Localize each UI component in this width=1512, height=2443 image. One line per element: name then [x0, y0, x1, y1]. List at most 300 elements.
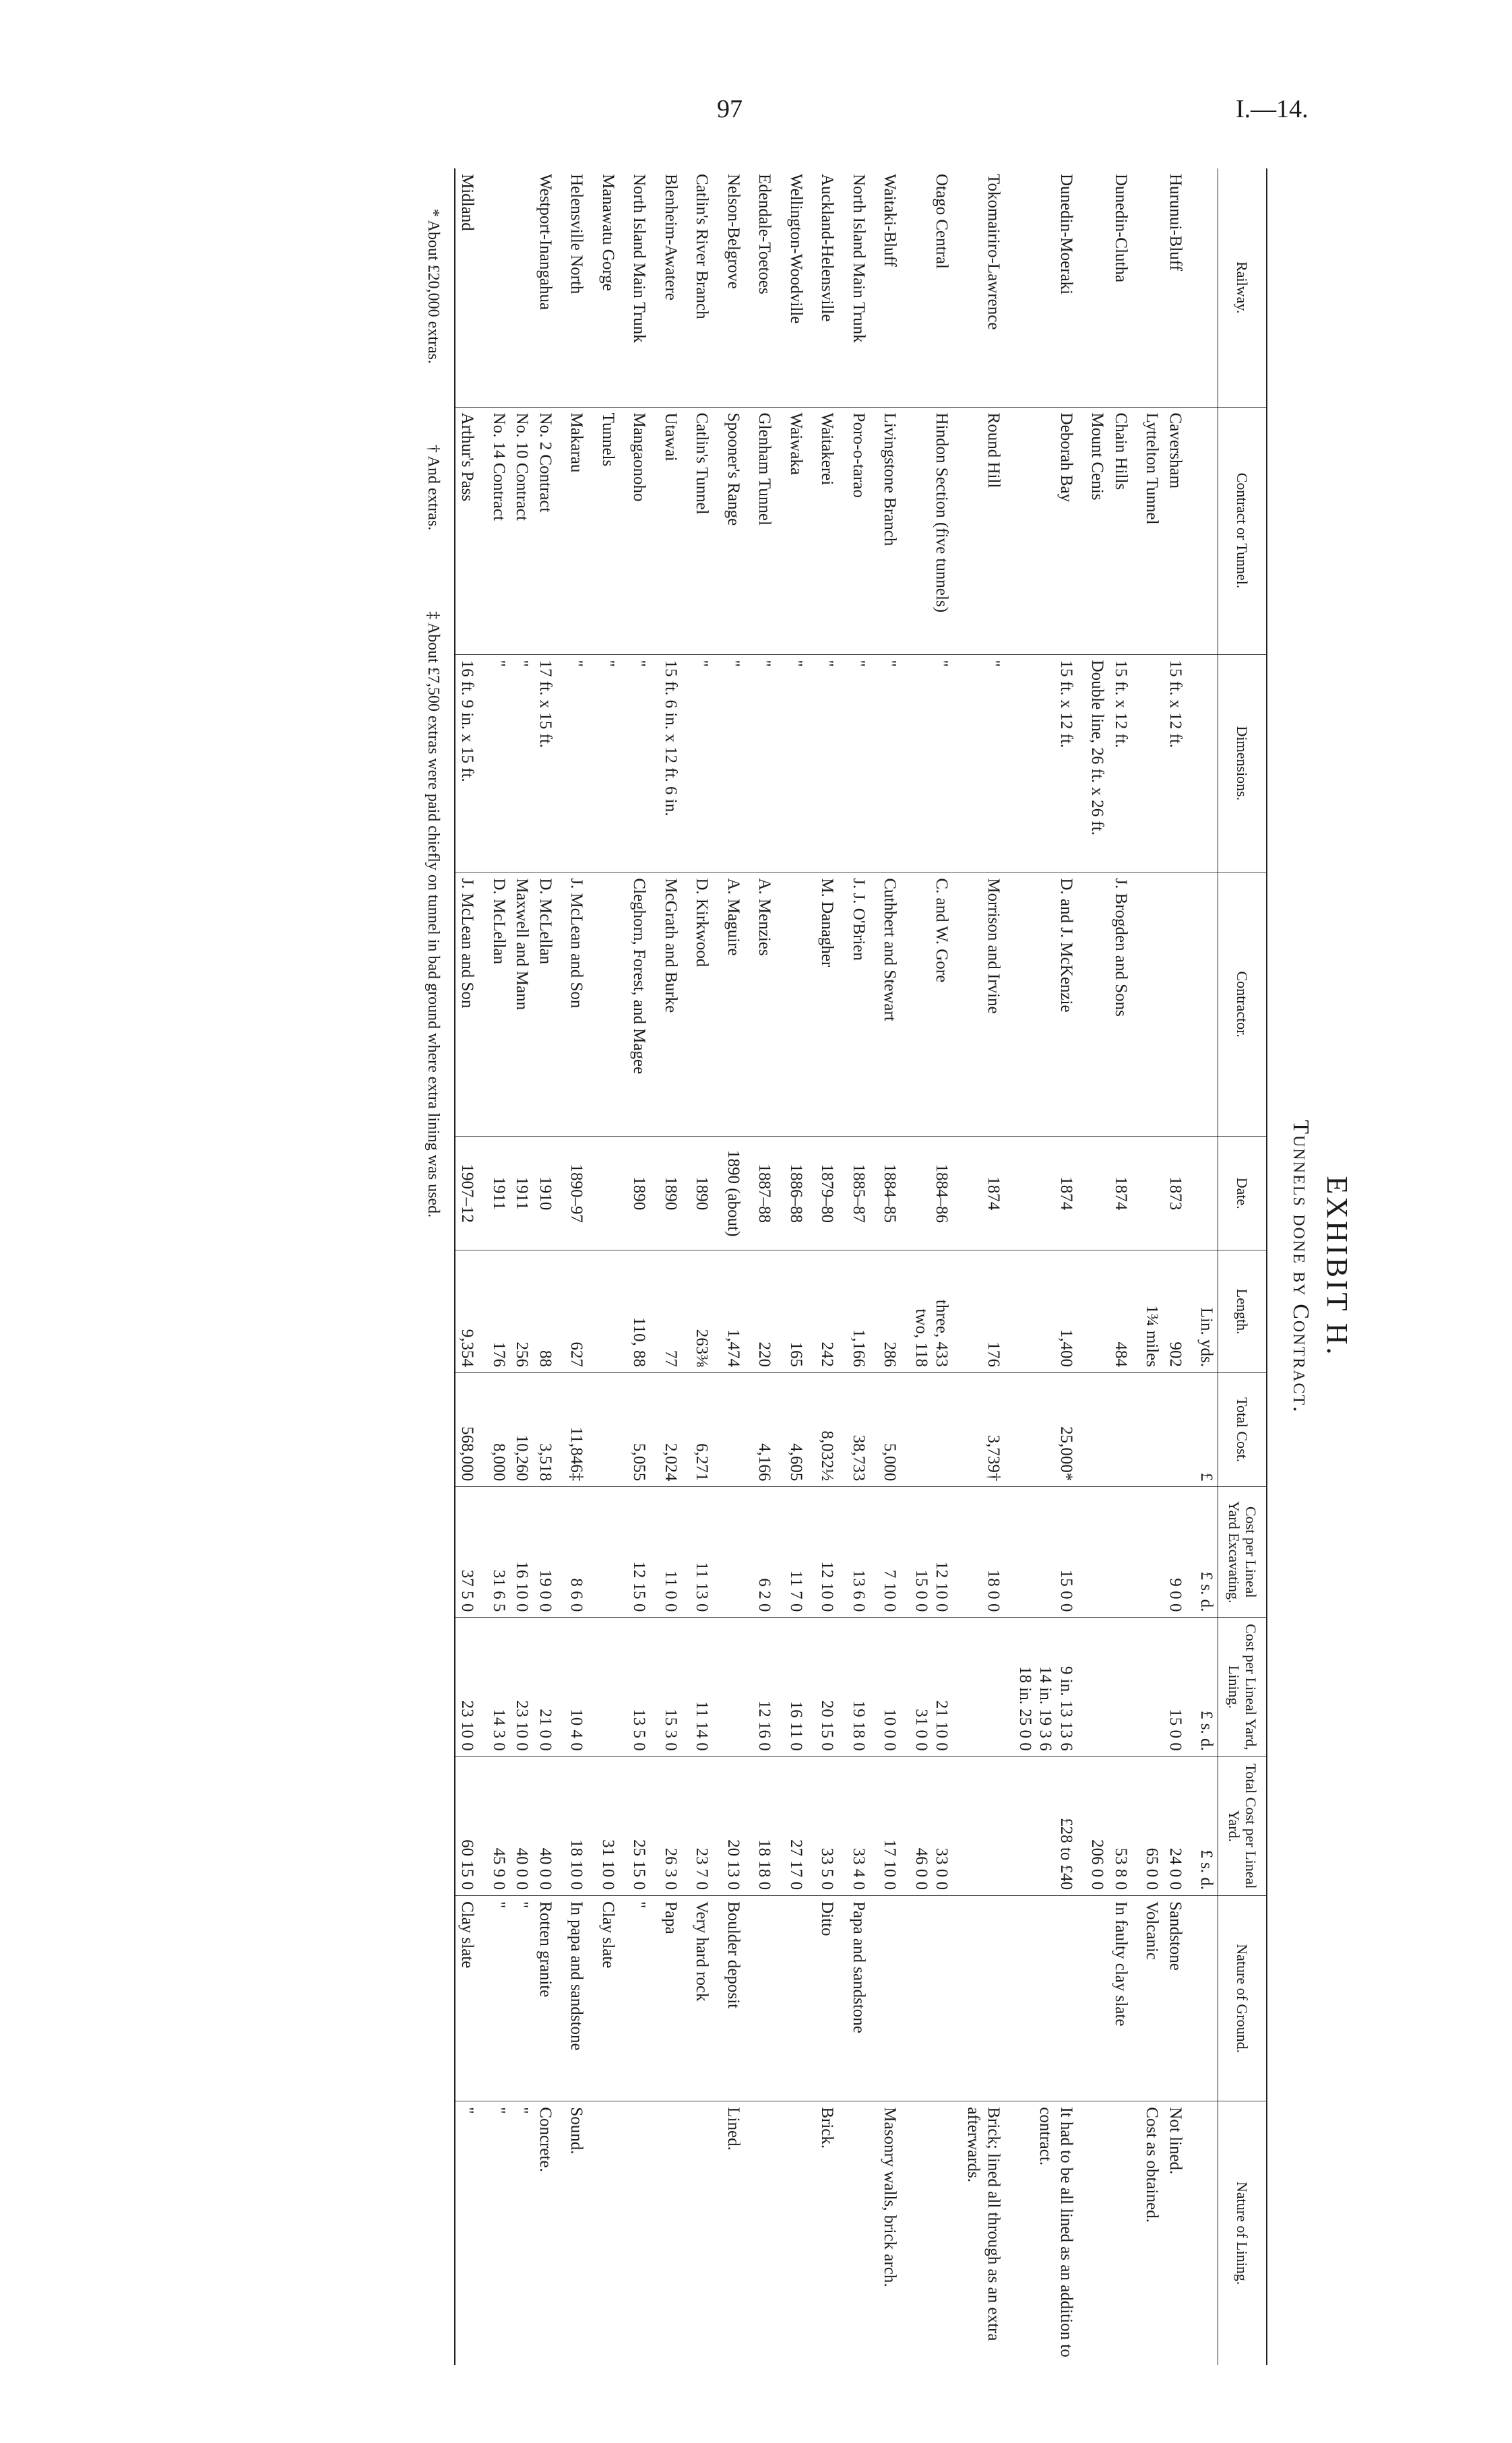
- cell-exc: [596, 1487, 627, 1618]
- cell-tunnel: No. 14 Contract: [486, 407, 510, 654]
- table-body: [455, 168, 1195, 2365]
- cell-lin: 19 18 0: [846, 1618, 878, 1756]
- cell-dim: [1140, 654, 1164, 872]
- cell-tc: 33 0 0 46 0 0: [909, 1756, 961, 1895]
- cell-contractor: McGrath and Burke: [658, 872, 690, 1137]
- table-row: [455, 168, 487, 2365]
- table-row: [533, 168, 565, 2365]
- cell-total: 11,846‡: [565, 1373, 596, 1487]
- cell-tc: 20 13 0: [721, 1756, 753, 1895]
- cell-exc: 37 5 0: [455, 1487, 487, 1618]
- cell-date: 1873: [1163, 1137, 1195, 1250]
- cell-contractor: A. Maguire: [721, 872, 753, 1137]
- cell-dim: ": [596, 654, 627, 872]
- cell-tc: 17 10 0: [878, 1756, 910, 1895]
- cell-exc: [1108, 1487, 1140, 1618]
- cell-date: 1890: [690, 1137, 722, 1250]
- cell-date: 1884–86: [909, 1137, 961, 1250]
- cell-length: 176: [961, 1250, 1013, 1373]
- cell-railway: [1085, 168, 1109, 407]
- cell-tunnel: Glenham Tunnel: [753, 407, 784, 654]
- footnote-2: † And extras.: [424, 444, 442, 531]
- cell-lining: ": [513, 2107, 532, 2114]
- cell-date: 1886–88: [784, 1137, 815, 1250]
- cell-exc: 11 13 0: [690, 1487, 722, 1618]
- cell-railway: [486, 168, 510, 407]
- cell-railway: [1140, 168, 1164, 407]
- cell-ground: [1085, 1896, 1109, 2101]
- cell-ground: [753, 1896, 784, 2101]
- cell-ground: Sandstone: [1163, 1896, 1195, 2101]
- cell-ground: Boulder deposit: [721, 1896, 753, 2101]
- cell-tunnel: Waiwaka: [784, 407, 815, 654]
- table-row: [658, 168, 690, 2365]
- cell-lining: Sound.: [567, 2107, 586, 2155]
- cell-railway: Nelson-Belgrove: [721, 168, 753, 407]
- table-row: [1140, 168, 1164, 2365]
- page-number: 97: [717, 95, 743, 123]
- cell-dim: ": [486, 654, 510, 872]
- column-header: Dimensions.: [1218, 654, 1267, 872]
- cell-tc: 33 4 0: [846, 1756, 878, 1895]
- cell-exc: [1085, 1487, 1109, 1618]
- cell-contractor: D. Kirkwood: [690, 872, 722, 1137]
- cell-tunnel: Makarau: [565, 407, 596, 654]
- cell-ground: [961, 1896, 1013, 2101]
- unit-cell: £ s. d.: [1195, 1618, 1218, 1756]
- cell-date: 1890: [658, 1137, 690, 1250]
- cell-length: 88: [533, 1250, 565, 1373]
- cell-contractor: J. J. O'Brien: [846, 872, 878, 1137]
- unit-cell: [1195, 654, 1218, 872]
- cell-length: 1,474: [721, 1250, 753, 1373]
- rotated-exhibit: [182, 168, 1354, 2365]
- cell-contractor: Maxwell and Mann: [510, 872, 534, 1137]
- unit-cell: [1195, 2101, 1218, 2365]
- cell-contractor: D. McLellan: [533, 872, 565, 1137]
- cell-date: 1911: [486, 1137, 510, 1250]
- cell-total: 6,271: [690, 1373, 722, 1487]
- cell-dim: 16 ft. 9 in. x 15 ft.: [455, 654, 487, 872]
- cell-contractor: [1140, 872, 1164, 1137]
- header-row: [1218, 168, 1267, 2365]
- cell-total: 3,518: [533, 1373, 565, 1487]
- cell-contractor: Cleghorn, Forest, and Magee: [627, 872, 659, 1137]
- cell-total: [1085, 1373, 1109, 1487]
- cell-date: 1910: [533, 1137, 565, 1250]
- cell-lin: 15 0 0: [1163, 1618, 1195, 1756]
- cell-lin: 23 10 0: [455, 1618, 487, 1756]
- unit-cell: [1195, 1137, 1218, 1250]
- cell-length: 77: [658, 1250, 690, 1373]
- cell-lining: [753, 2101, 784, 2365]
- cell-length: 1,400: [1013, 1250, 1085, 1373]
- cell-lining: Masonry walls, brick arch.: [881, 2107, 900, 2287]
- cell-tc: 23 7 0: [690, 1756, 722, 1895]
- cell-total: 5,000: [878, 1373, 910, 1487]
- table-row: [1085, 168, 1109, 2365]
- cell-total: [1108, 1373, 1140, 1487]
- cell-total: 25,000*: [1013, 1373, 1085, 1487]
- cell-exc: 9 0 0: [1163, 1487, 1195, 1618]
- cell-lining: [784, 2101, 815, 2365]
- cell-date: 1884–85: [878, 1137, 910, 1250]
- cell-date: 1887–88: [753, 1137, 784, 1250]
- cell-lin: 12 16 0: [753, 1618, 784, 1756]
- cell-tunnel: Mount Cenis: [1085, 407, 1109, 654]
- cell-tc: 27 17 0: [784, 1756, 815, 1895]
- column-header: Contract or Tunnel.: [1218, 407, 1267, 654]
- cell-lin: 21 0 0: [533, 1618, 565, 1756]
- cell-railway: Dunedin-Clutha: [1108, 168, 1140, 407]
- cell-lin: [721, 1618, 753, 1756]
- cell-lining: [596, 2101, 627, 2365]
- cell-length: [596, 1250, 627, 1373]
- cell-total: 4,166: [753, 1373, 784, 1487]
- cell-railway: Blenheim-Awatere: [658, 168, 690, 407]
- cell-lin: [596, 1618, 627, 1756]
- cell-exc: 19 0 0: [533, 1487, 565, 1618]
- cell-railway: Wellington-Woodville: [784, 168, 815, 407]
- cell-tunnel: Hindon Section (five tunnels): [909, 407, 961, 654]
- cell-total: [721, 1373, 753, 1487]
- cell-length: 286: [878, 1250, 910, 1373]
- cell-dim: ": [909, 654, 961, 872]
- cell-exc: 12 10 0 15 0 0: [909, 1487, 961, 1618]
- cell-tc: 60 15 0: [455, 1756, 487, 1895]
- cell-tc: 25 15 0: [627, 1756, 659, 1895]
- cell-railway: Waitaki-Bluff: [878, 168, 910, 407]
- cell-lin: [1085, 1618, 1109, 1756]
- cell-exc: 15 0 0: [1013, 1487, 1085, 1618]
- cell-railway: Edendale-Toetoes: [753, 168, 784, 407]
- cell-dim: 17 ft. x 15 ft.: [533, 654, 565, 872]
- cell-lining: Cost as obtained.: [1143, 2107, 1162, 2223]
- table-row: [846, 168, 878, 2365]
- cell-tunnel: Mangaonoho: [627, 407, 659, 654]
- cell-tunnel: Tunnels: [596, 407, 627, 654]
- cell-total: 5,055: [627, 1373, 659, 1487]
- cell-lin: 10 0 0: [878, 1618, 910, 1756]
- cell-date: 1907–12: [455, 1137, 487, 1250]
- cell-total: [1140, 1373, 1164, 1487]
- document-reference: I.—14.: [1236, 95, 1309, 123]
- cell-length: [1085, 1250, 1109, 1373]
- cell-date: 1890–97: [565, 1137, 596, 1250]
- column-header: Nature of Ground.: [1218, 1896, 1267, 2101]
- cell-lin: 11 14 0: [690, 1618, 722, 1756]
- cell-ground: Papa: [658, 1896, 690, 2101]
- cell-railway: Manawatu Gorge: [596, 168, 627, 407]
- cell-lin: 13 5 0: [627, 1618, 659, 1756]
- cell-lin: [1108, 1618, 1140, 1756]
- cell-dim: ": [690, 654, 722, 872]
- cell-tc: 45 9 0: [486, 1756, 510, 1895]
- cell-exc: 11 7 0: [784, 1487, 815, 1618]
- cell-tunnel: Spooner's Range: [721, 407, 753, 654]
- cell-ground: Volcanic: [1140, 1896, 1164, 2101]
- cell-tc: 18 18 0: [753, 1756, 784, 1895]
- cell-contractor: [784, 872, 815, 1137]
- cell-railway: Catlin's River Branch: [690, 168, 722, 407]
- cell-lining: Not lined.: [1166, 2107, 1185, 2175]
- cell-date: [596, 1137, 627, 1250]
- cell-length: 902: [1163, 1250, 1195, 1373]
- cell-total: [1163, 1373, 1195, 1487]
- column-header: Contractor.: [1218, 872, 1267, 1137]
- cell-exc: 12 10 0: [815, 1487, 847, 1618]
- cell-tc: 65 0 0: [1140, 1756, 1164, 1895]
- cell-tunnel: Deborah Bay: [1013, 407, 1085, 654]
- table-row: [1163, 168, 1195, 2365]
- cell-dim: 15 ft. x 12 ft.: [1163, 654, 1195, 872]
- cell-lin: 23 10 0: [510, 1618, 534, 1756]
- cell-tunnel: Chain Hills: [1108, 407, 1140, 654]
- table-row: [784, 168, 815, 2365]
- exhibit-title: EXHIBIT H.: [1321, 1176, 1354, 1358]
- cell-contractor: [1085, 872, 1109, 1137]
- table-row: [815, 168, 847, 2365]
- cell-tc: 31 10 0: [596, 1756, 627, 1895]
- cell-tc: £28 to £40: [1013, 1756, 1085, 1895]
- cell-tc: 33 5 0: [815, 1756, 847, 1895]
- table-row: [510, 168, 534, 2365]
- table-row: [1013, 168, 1085, 2365]
- cell-lining: [658, 2101, 690, 2365]
- cell-contractor: D. and J. McKenzie: [1013, 872, 1085, 1137]
- cell-contractor: J. McLean and Son: [455, 872, 487, 1137]
- cell-contractor: A. Menzies: [753, 872, 784, 1137]
- cell-length: three, 433 two, 118: [909, 1250, 961, 1373]
- cell-contractor: Morrison and Irvine: [961, 872, 1013, 1137]
- exhibit-subtitle-text: Tunnels done by Contract.: [1288, 1120, 1313, 1414]
- cell-contractor: C. and W. Gore: [909, 872, 961, 1137]
- cell-tc: [961, 1756, 1013, 1895]
- cell-ground: [1013, 1896, 1085, 2101]
- cell-railway: Hurunui-Bluff: [1163, 168, 1195, 407]
- column-header: Total Cost per Lineal Yard.: [1218, 1756, 1267, 1895]
- cell-dim: ": [753, 654, 784, 872]
- cell-length: 256: [510, 1250, 534, 1373]
- cell-railway: Auckland-Helensville: [815, 168, 847, 407]
- cell-railway: Westport-Inangahua: [533, 168, 565, 407]
- cell-date: 1874: [1013, 1137, 1085, 1250]
- cell-length: 627: [565, 1250, 596, 1373]
- cell-length: 176: [486, 1250, 510, 1373]
- cell-dim: ": [565, 654, 596, 872]
- cell-ground: [878, 1896, 910, 2101]
- cell-tunnel: Catlin's Tunnel: [690, 407, 722, 654]
- cell-tunnel: Utawai: [658, 407, 690, 654]
- cell-lining: Concrete.: [536, 2107, 555, 2172]
- column-header: Railway.: [1218, 168, 1267, 407]
- cell-lining: [846, 2101, 878, 2365]
- cell-date: 1885–87: [846, 1137, 878, 1250]
- cell-tunnel: No. 10 Contract: [510, 407, 534, 654]
- cell-total: 568,000: [455, 1373, 487, 1487]
- cell-lin: 15 3 0: [658, 1618, 690, 1756]
- cell-lining: [1085, 2101, 1109, 2365]
- unit-cell: [1195, 407, 1218, 654]
- cell-exc: 11 0 0: [658, 1487, 690, 1618]
- cell-ground: Ditto: [815, 1896, 847, 2101]
- cell-length: 220: [753, 1250, 784, 1373]
- cell-tunnel: No. 2 Contract: [533, 407, 565, 654]
- footnote-1: * About £20,000 extras.: [424, 209, 442, 364]
- cell-tc: 40 0 0: [510, 1756, 534, 1895]
- unit-cell: £: [1195, 1373, 1218, 1487]
- cell-total: 8,032½: [815, 1373, 847, 1487]
- cell-dim: ": [510, 654, 534, 872]
- cell-lining: Brick; lined all through as an extra afterwards.: [964, 2107, 1003, 2341]
- column-header: Cost per Lineal Yard Excavating.: [1218, 1487, 1267, 1618]
- cell-date: [1140, 1137, 1164, 1250]
- cell-dim: ": [846, 654, 878, 872]
- cell-length: 110, 88: [627, 1250, 659, 1373]
- cell-length: 9,354: [455, 1250, 487, 1373]
- cell-date: 1874: [1108, 1137, 1140, 1250]
- cell-dim: 15 ft. x 12 ft.: [1108, 654, 1140, 872]
- cell-date: 1890: [627, 1137, 659, 1250]
- cell-lin: [961, 1618, 1013, 1756]
- cell-total: 2,024: [658, 1373, 690, 1487]
- column-header: Total Cost.: [1218, 1373, 1267, 1487]
- cell-lin: 20 15 0: [815, 1618, 847, 1756]
- cell-lin: 21 10 0 31 0 0: [909, 1618, 961, 1756]
- cell-exc: 16 10 0: [510, 1487, 534, 1618]
- cell-railway: Helensville North: [565, 168, 596, 407]
- cell-lining: Lined.: [724, 2107, 743, 2151]
- unit-cell: [1195, 168, 1218, 407]
- cell-total: 38,733: [846, 1373, 878, 1487]
- cell-contractor: [596, 872, 627, 1137]
- cell-length: 1¾ miles: [1140, 1250, 1164, 1373]
- cell-railway: North Island Main Trunk: [627, 168, 659, 407]
- table-row: [486, 168, 510, 2365]
- cell-lin: 10 4 0: [565, 1618, 596, 1756]
- cell-exc: [721, 1487, 753, 1618]
- cell-total: 3,739†: [961, 1373, 1013, 1487]
- cell-length: 165: [784, 1250, 815, 1373]
- table-row: [909, 168, 961, 2365]
- unit-cell: [1195, 872, 1218, 1137]
- cell-exc: 8 6 0: [565, 1487, 596, 1618]
- cell-lining: [909, 2101, 961, 2365]
- table-row: [627, 168, 659, 2365]
- table-row: [878, 168, 910, 2365]
- cell-length: 1,166: [846, 1250, 878, 1373]
- table-row: [565, 168, 596, 2365]
- cell-contractor: [1163, 872, 1195, 1137]
- footnote-3: ‡ About £7,500 extras were paid chiefly on tunnel in bad ground where extra lining was used.: [424, 611, 442, 1218]
- cell-contractor: D. McLellan: [486, 872, 510, 1137]
- cell-railway: Otago Central: [909, 168, 961, 407]
- cell-tc: 53 8 0: [1108, 1756, 1140, 1895]
- table-row: [596, 168, 627, 2365]
- column-header: Length.: [1218, 1250, 1267, 1373]
- cell-date: 1890 (about): [721, 1137, 753, 1250]
- cell-date: 1911: [510, 1137, 534, 1250]
- column-header: Nature of Lining.: [1218, 2101, 1267, 2365]
- exhibit-subtitle: [1288, 168, 1313, 2365]
- cell-dim: 15 ft. x 12 ft.: [1013, 654, 1085, 872]
- table-row: [961, 168, 1013, 2365]
- cell-contractor: J. McLean and Son: [565, 872, 596, 1137]
- column-header: Date.: [1218, 1137, 1267, 1250]
- cell-lin: [1140, 1618, 1164, 1756]
- cell-length: 484: [1108, 1250, 1140, 1373]
- cell-tc: 18 10 0: [565, 1756, 596, 1895]
- cell-ground: Clay slate: [596, 1896, 627, 2101]
- cell-total: [596, 1373, 627, 1487]
- cell-dim: ": [784, 654, 815, 872]
- cell-dim: ": [721, 654, 753, 872]
- cell-ground: [909, 1896, 961, 2101]
- cell-lining: [627, 2101, 659, 2365]
- table-row: [1108, 168, 1140, 2365]
- unit-cell: Lin. yds.: [1195, 1250, 1218, 1373]
- cell-date: 1879–80: [815, 1137, 847, 1250]
- cell-lin: 14 3 0: [486, 1618, 510, 1756]
- cell-contractor: Cuthbert and Stewart: [878, 872, 910, 1137]
- cell-lining: Brick.: [818, 2107, 837, 2149]
- table-row: [721, 168, 753, 2365]
- cell-ground: Clay slate: [455, 1896, 487, 2101]
- column-header: Cost per Lineal Yard, Lining.: [1218, 1618, 1267, 1756]
- cell-railway: Dunedin-Moeraki: [1013, 168, 1085, 407]
- cell-lining: ": [489, 2107, 508, 2114]
- cell-tunnel: Round Hill: [961, 407, 1013, 654]
- cell-ground: ": [510, 1896, 534, 2101]
- cell-total: [909, 1373, 961, 1487]
- unit-cell: [1195, 1896, 1218, 2101]
- cell-railway: Tokomairiro-Lawrence: [961, 168, 1013, 407]
- cell-ground: ": [486, 1896, 510, 2101]
- cell-length: 242: [815, 1250, 847, 1373]
- cell-date: [1085, 1137, 1109, 1250]
- cell-lin: 9 in. 13 13 6 14 in. 19 3 6 18 in. 25 0 0: [1013, 1618, 1085, 1756]
- cell-exc: 12 15 0: [627, 1487, 659, 1618]
- cell-date: 1874: [961, 1137, 1013, 1250]
- cell-exc: [1140, 1487, 1164, 1618]
- table-row: [690, 168, 722, 2365]
- cell-total: 10,260: [510, 1373, 534, 1487]
- cell-dim: Double line, 26 ft. x 26 ft.: [1085, 654, 1109, 872]
- tunnels-table: [454, 168, 1267, 2365]
- cell-dim: ": [627, 654, 659, 872]
- cell-tunnel: Arthur's Pass: [455, 407, 487, 654]
- unit-cell: £ s. d.: [1195, 1756, 1218, 1895]
- cell-tc: 206 0 0: [1085, 1756, 1109, 1895]
- cell-ground: Papa and sandstone: [846, 1896, 878, 2101]
- cell-ground: ": [627, 1896, 659, 2101]
- cell-tc: 40 0 0: [533, 1756, 565, 1895]
- cell-dim: 15 ft. 6 in. x 12 ft. 6 in.: [658, 654, 690, 872]
- cell-railway: [510, 168, 534, 407]
- cell-lining: [1108, 2101, 1140, 2365]
- cell-tunnel: Caversham: [1163, 407, 1195, 654]
- cell-ground: In papa and sandstone: [565, 1896, 596, 2101]
- table-row: [753, 168, 784, 2365]
- cell-ground: [784, 1896, 815, 2101]
- cell-contractor: J. Brogden and Sons: [1108, 872, 1140, 1137]
- cell-tunnel: Waitakerei: [815, 407, 847, 654]
- cell-railway: Midland: [455, 168, 487, 407]
- cell-lining: It had to be all lined as an addition to contract.: [1036, 2107, 1075, 2357]
- cell-tc: 24 0 0: [1163, 1756, 1195, 1895]
- cell-lining: ": [458, 2107, 477, 2114]
- cell-exc: 31 6 5: [486, 1487, 510, 1618]
